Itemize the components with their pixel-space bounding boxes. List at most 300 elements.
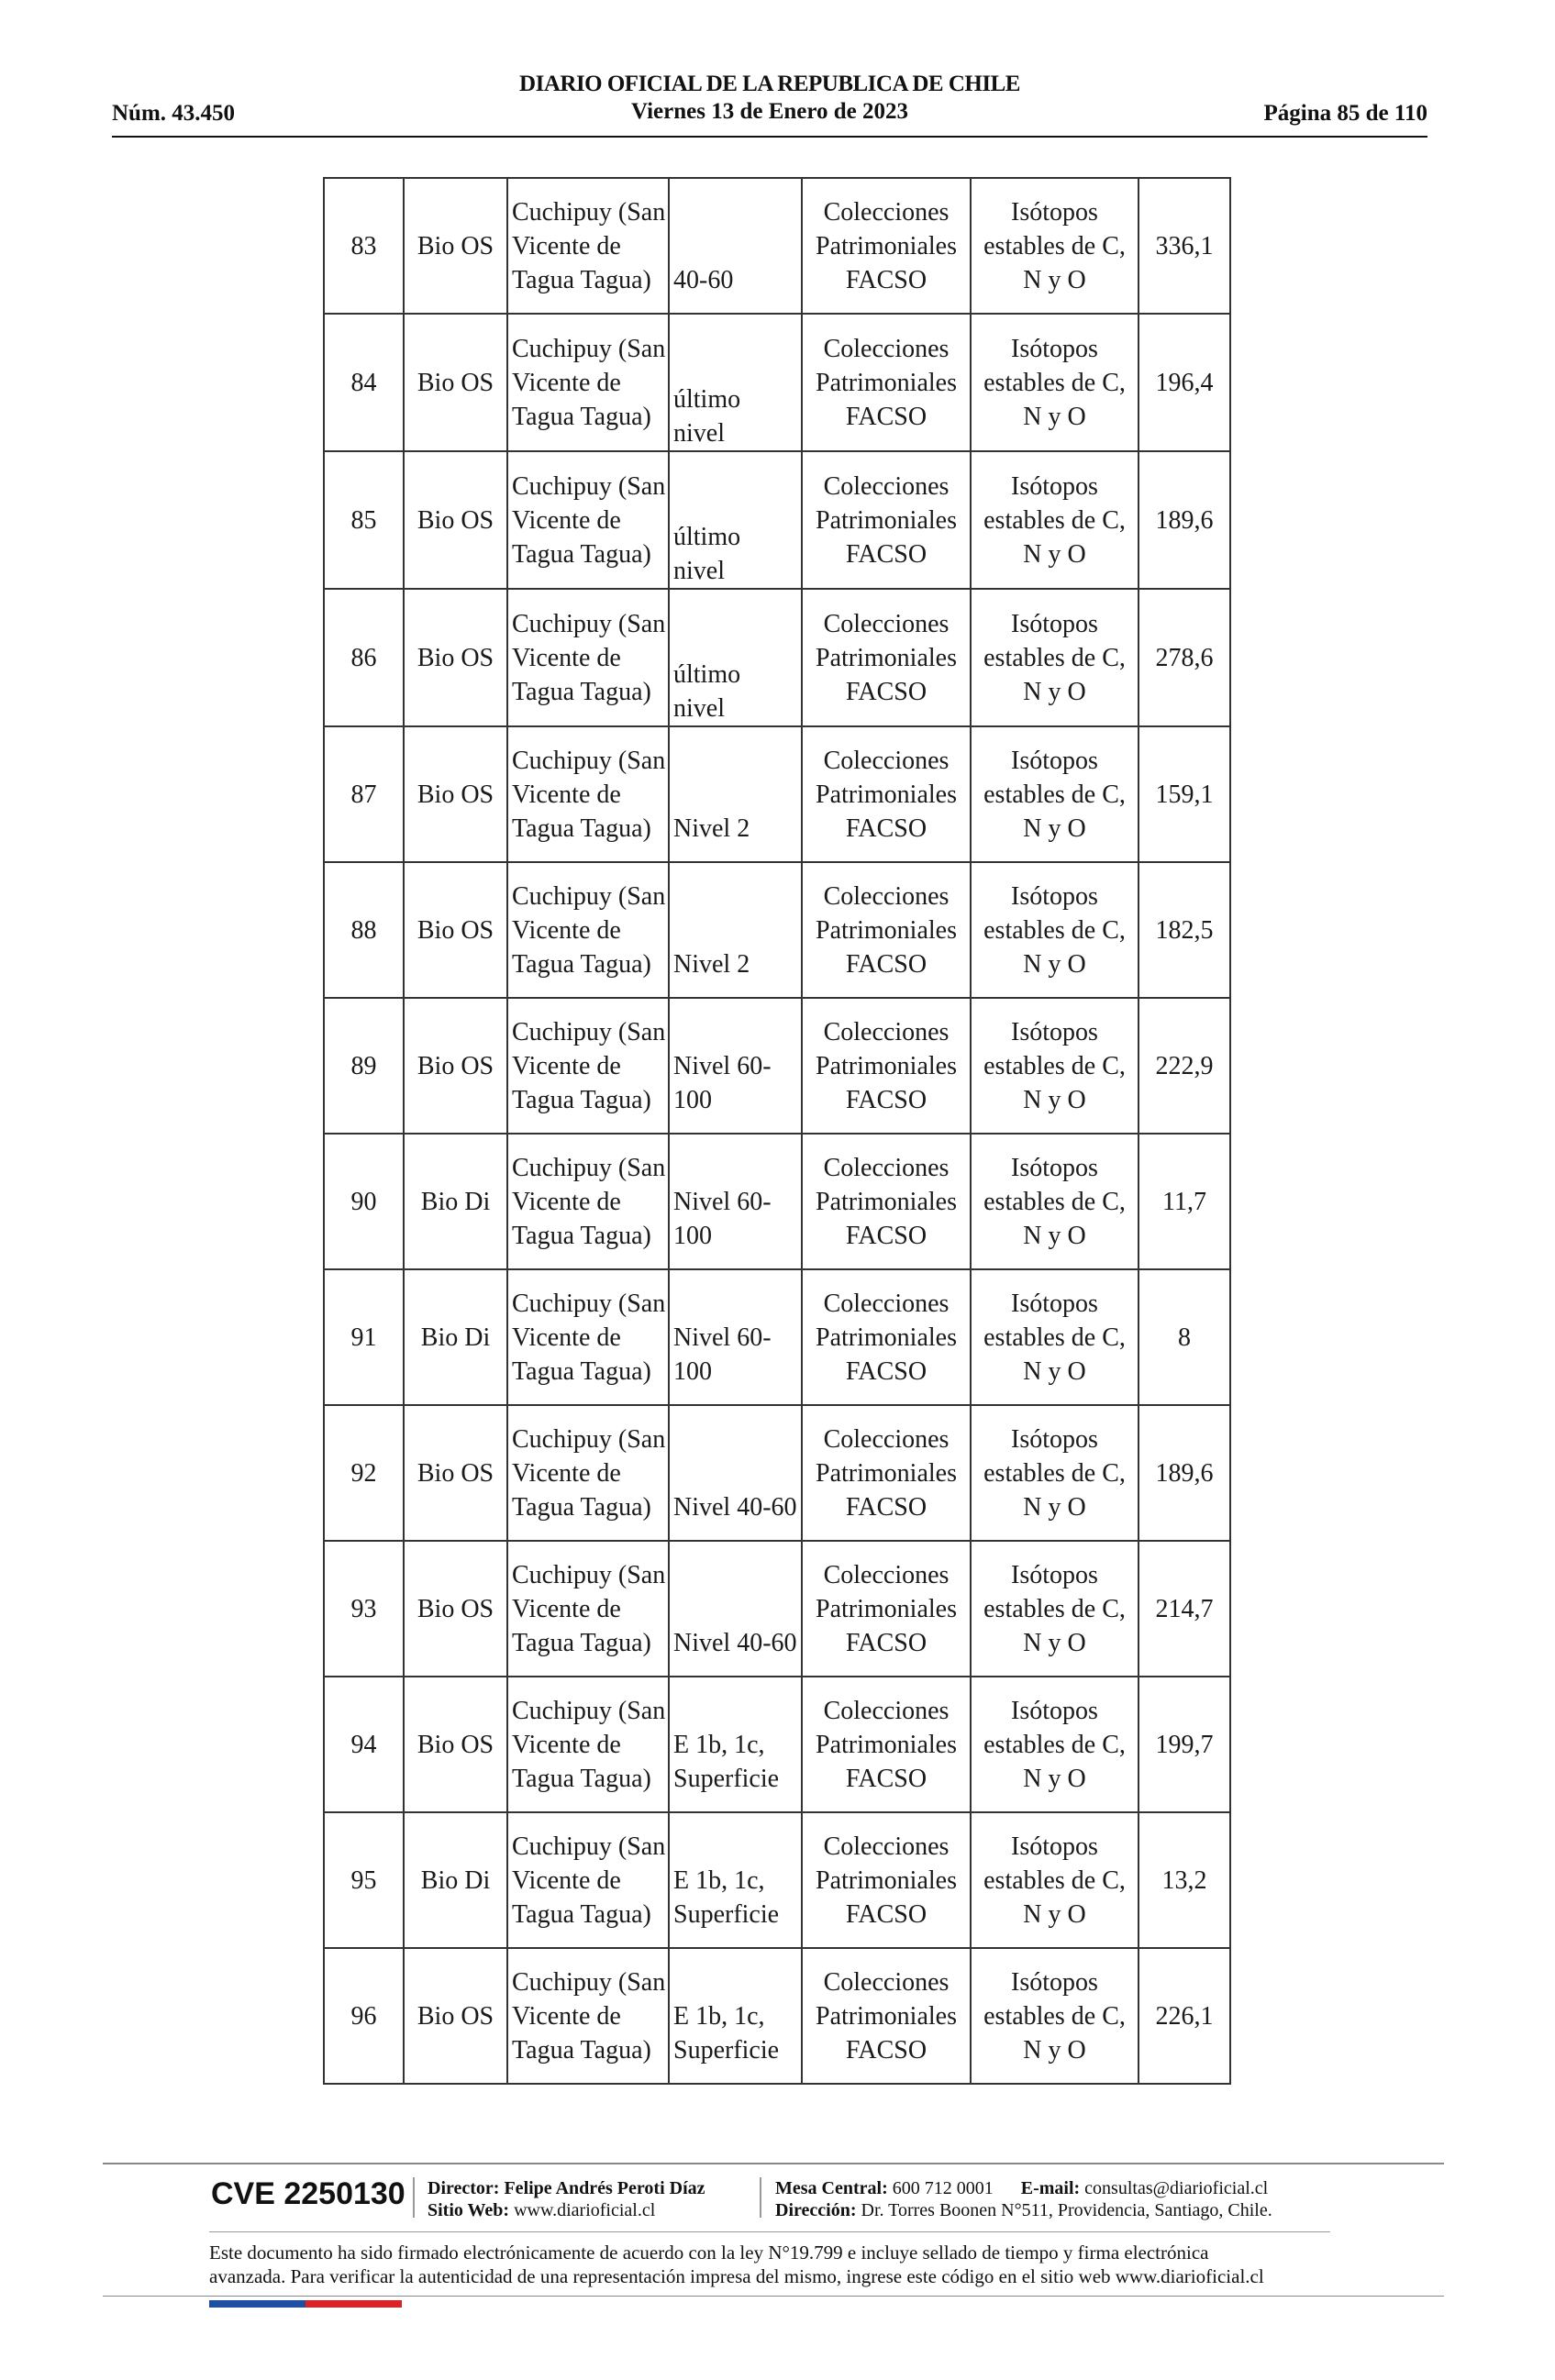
level-line: Superficie (673, 1764, 780, 1793)
analysis-line: estables de C, (983, 368, 1126, 397)
cell-sample-type: Bio Di (404, 1269, 507, 1405)
analysis-line: Isótopos (1011, 1424, 1098, 1454)
level-line: último nivel (673, 523, 741, 585)
collection-line: Colecciones (823, 1153, 950, 1182)
collection-line: Colecciones (823, 1967, 950, 1997)
cell-value: 214,7 (1138, 1541, 1230, 1677)
collection-line: FACSO (845, 1492, 927, 1522)
legal-line: avanzada. Para verificar la autenticidad de una representación impresa del mismo, ingrese este código en el sitio web www.diarioficial.cl (209, 2265, 1264, 2287)
site-line: Vicente de (512, 231, 621, 260)
collection-line: Patrimoniales (816, 1594, 957, 1623)
site-line: Cuchipuy (San (512, 197, 666, 227)
cell-site (507, 1677, 669, 1812)
cell-value: 159,1 (1138, 726, 1230, 862)
site-line: Cuchipuy (San (512, 1560, 666, 1589)
cell-collection (802, 1948, 971, 2084)
cell-sample-type: Bio Di (404, 1134, 507, 1269)
cell-value: 189,6 (1138, 451, 1230, 589)
email-link[interactable]: consultas@diarioficial.cl (1084, 2178, 1269, 2198)
legal-notice (209, 2241, 1356, 2288)
level-line (673, 1592, 797, 1626)
footer-divider-middle (209, 2231, 1330, 2232)
level-line: Nivel 60- (673, 1051, 772, 1080)
site-line: Cuchipuy (San (512, 334, 666, 363)
table-row (324, 1405, 1230, 1541)
level-line: 100 (673, 1356, 712, 1386)
cell-level (669, 178, 802, 314)
site-line: Tagua Tagua) (512, 949, 651, 979)
cell-value: 8 (1138, 1269, 1230, 1405)
level-line (673, 1558, 797, 1592)
collection-line: FACSO (845, 677, 927, 706)
level-line (673, 195, 797, 229)
cell-level (669, 589, 802, 726)
collection-line: Patrimoniales (816, 368, 957, 397)
analysis-line: N y O (1023, 1356, 1086, 1386)
analysis-line: N y O (1023, 1628, 1086, 1657)
analysis-line: Isótopos (1011, 1153, 1098, 1182)
cell-value: 222,9 (1138, 998, 1230, 1134)
analysis-line: estables de C, (983, 1865, 1126, 1895)
level-line: Nivel 2 (673, 814, 750, 843)
site-line: Tagua Tagua) (512, 1899, 651, 1929)
analysis-line: Isótopos (1011, 1560, 1098, 1589)
site-line: Vicente de (512, 1458, 621, 1488)
analysis-line: estables de C, (983, 1594, 1126, 1623)
site-line: Cuchipuy (San (512, 1832, 666, 1861)
level-line: Superficie (673, 1899, 780, 1929)
site-line: Cuchipuy (San (512, 1017, 666, 1046)
collection-line: FACSO (845, 1628, 927, 1657)
page-header (112, 68, 1427, 136)
footer-separator (413, 2177, 415, 2218)
cell-collection (802, 998, 971, 1134)
collection-line: FACSO (845, 949, 927, 979)
cell-site (507, 1812, 669, 1948)
cell-analysis (971, 1134, 1138, 1269)
cve-code: CVE 2250130 (211, 2176, 405, 2211)
analysis-line: N y O (1023, 1492, 1086, 1522)
analysis-line: estables de C, (983, 1323, 1126, 1352)
collection-line: Patrimoniales (816, 1051, 957, 1080)
analysis-line: N y O (1023, 677, 1086, 706)
cell-analysis (971, 589, 1138, 726)
cell-value: 226,1 (1138, 1948, 1230, 2084)
cell-collection (802, 314, 971, 451)
collection-line: Patrimoniales (816, 780, 957, 809)
cell-analysis (971, 451, 1138, 589)
cell-sample-type: Bio OS (404, 1405, 507, 1541)
cell-sample-type: Bio OS (404, 862, 507, 998)
site-line: Vicente de (512, 915, 621, 945)
cell-sample-type: Bio OS (404, 1541, 507, 1677)
collection-line: Colecciones (823, 746, 950, 775)
cell-collection (802, 589, 971, 726)
site-line: Tagua Tagua) (512, 1356, 651, 1386)
samples-table (323, 177, 1231, 2085)
cell-collection (802, 451, 971, 589)
cell-analysis (971, 1948, 1138, 2084)
cell-level (669, 1948, 802, 2084)
collection-line: FACSO (845, 1221, 927, 1250)
table-row (324, 178, 1230, 314)
cell-value: 336,1 (1138, 178, 1230, 314)
analysis-line: estables de C, (983, 1187, 1126, 1216)
address-label: Dirección: (775, 2200, 857, 2220)
cell-sample-number: 93 (324, 1541, 404, 1677)
cell-site (507, 1948, 669, 2084)
analysis-line: N y O (1023, 402, 1086, 431)
cell-site (507, 1405, 669, 1541)
site-line: Vicente de (512, 1323, 621, 1352)
collection-line: Patrimoniales (816, 231, 957, 260)
site-line: Cuchipuy (San (512, 881, 666, 911)
site-line: Vicente de (512, 1865, 621, 1895)
cell-collection (802, 1541, 971, 1677)
site-line: Cuchipuy (San (512, 1153, 666, 1182)
cell-analysis (971, 862, 1138, 998)
cell-analysis (971, 1677, 1138, 1812)
collection-line: FACSO (845, 1356, 927, 1386)
site-line: Tagua Tagua) (512, 677, 651, 706)
level-line (673, 1965, 797, 1999)
analysis-line: estables de C, (983, 2001, 1126, 2031)
site-line: Tagua Tagua) (512, 814, 651, 843)
level-line: 40-60 (673, 265, 734, 294)
director-name: Felipe Andrés Peroti Díaz (504, 2178, 705, 2198)
level-line: Nivel 60- (673, 1323, 772, 1352)
cell-sample-type: Bio OS (404, 451, 507, 589)
table-row (324, 314, 1230, 451)
website-link[interactable]: www.diarioficial.cl (514, 2200, 656, 2220)
table-row (324, 1677, 1230, 1812)
analysis-line: Isótopos (1011, 471, 1098, 501)
cell-value: 199,7 (1138, 1677, 1230, 1812)
cell-site (507, 178, 669, 314)
footer-divider-top (103, 2163, 1444, 2164)
level-line: Nivel 40-60 (673, 1492, 797, 1522)
cell-site (507, 1134, 669, 1269)
site-line: Cuchipuy (San (512, 1696, 666, 1725)
cell-sample-number: 86 (324, 589, 404, 726)
level-line: E 1b, 1c, (673, 1730, 765, 1759)
site-line: Tagua Tagua) (512, 1085, 651, 1114)
header-divider (112, 136, 1427, 138)
level-line (673, 1830, 797, 1864)
level-line (673, 349, 797, 382)
table-row (324, 1269, 1230, 1405)
cell-value: 182,5 (1138, 862, 1230, 998)
analysis-line: estables de C, (983, 780, 1126, 809)
cell-level (669, 998, 802, 1134)
collection-line: Patrimoniales (816, 1458, 957, 1488)
cell-analysis (971, 1269, 1138, 1405)
cell-site (507, 314, 669, 451)
issue-number: Núm. 43.450 (112, 101, 236, 126)
site-line: Vicente de (512, 1187, 621, 1216)
collection-line: Patrimoniales (816, 1730, 957, 1759)
level-line (673, 452, 797, 486)
collection-line: Patrimoniales (816, 915, 957, 945)
cell-sample-number: 92 (324, 1405, 404, 1541)
collection-line: Colecciones (823, 197, 950, 227)
level-line: Superficie (673, 2035, 780, 2065)
collection-line: Colecciones (823, 471, 950, 501)
cell-sample-type: Bio OS (404, 178, 507, 314)
cell-site (507, 862, 669, 998)
level-line (673, 1456, 797, 1490)
analysis-line: N y O (1023, 539, 1086, 569)
analysis-line: estables de C, (983, 1051, 1126, 1080)
analysis-line: N y O (1023, 1899, 1086, 1929)
analysis-line: Isótopos (1011, 746, 1098, 775)
site-line: Tagua Tagua) (512, 2035, 651, 2065)
cell-collection (802, 1812, 971, 1948)
flag-blue-segment (209, 2300, 305, 2308)
level-line: E 1b, 1c, (673, 1865, 765, 1895)
analysis-line: Isótopos (1011, 1967, 1098, 1997)
cell-value: 196,4 (1138, 314, 1230, 451)
level-line (673, 1694, 797, 1728)
cell-collection (802, 726, 971, 862)
collection-line: Patrimoniales (816, 505, 957, 535)
collection-line: Colecciones (823, 1289, 950, 1318)
site-line: Cuchipuy (San (512, 1424, 666, 1454)
cell-analysis (971, 314, 1138, 451)
cell-level (669, 1812, 802, 1948)
collection-line: Colecciones (823, 609, 950, 638)
collection-line: Patrimoniales (816, 1187, 957, 1216)
cell-value: 11,7 (1138, 1134, 1230, 1269)
analysis-line: Isótopos (1011, 881, 1098, 911)
site-line: Tagua Tagua) (512, 265, 651, 294)
footer-separator (760, 2177, 761, 2218)
cell-collection (802, 1134, 971, 1269)
analysis-line: Isótopos (1011, 334, 1098, 363)
analysis-line: Isótopos (1011, 609, 1098, 638)
cell-site (507, 451, 669, 589)
analysis-line: estables de C, (983, 1730, 1126, 1759)
analysis-line: N y O (1023, 814, 1086, 843)
level-line (673, 1015, 797, 1049)
site-line: Cuchipuy (San (512, 1289, 666, 1318)
cell-sample-number: 89 (324, 998, 404, 1134)
phone-number: 600 712 0001 (892, 2178, 994, 2198)
cell-level (669, 1134, 802, 1269)
level-line (673, 1151, 797, 1185)
cell-analysis (971, 1405, 1138, 1541)
samples-table-body (324, 178, 1230, 2084)
level-line: E 1b, 1c, (673, 2001, 765, 2031)
collection-line: Patrimoniales (816, 643, 957, 672)
cell-value: 13,2 (1138, 1812, 1230, 1948)
legal-line: Este documento ha sido firmado electrónicamente de acuerdo con la ley N°19.799 e incluye sellado de tiempo y firma electrónica (209, 2242, 1209, 2264)
cell-sample-type: Bio OS (404, 314, 507, 451)
cell-sample-type: Bio OS (404, 1948, 507, 2084)
collection-line: FACSO (845, 1085, 927, 1114)
cell-level (669, 1541, 802, 1677)
analysis-line: Isótopos (1011, 1832, 1098, 1861)
level-line (673, 486, 797, 520)
level-line (673, 744, 797, 778)
analysis-line: N y O (1023, 1764, 1086, 1793)
analysis-line: N y O (1023, 949, 1086, 979)
collection-line: FACSO (845, 539, 927, 569)
site-line: Vicente de (512, 1730, 621, 1759)
analysis-line: Isótopos (1011, 197, 1098, 227)
cell-level (669, 451, 802, 589)
analysis-line: estables de C, (983, 231, 1126, 260)
analysis-line: Isótopos (1011, 1017, 1098, 1046)
analysis-line: N y O (1023, 1221, 1086, 1250)
site-line: Cuchipuy (San (512, 609, 666, 638)
flag-red-segment (305, 2300, 402, 2308)
cell-analysis (971, 1812, 1138, 1948)
site-line: Tagua Tagua) (512, 402, 651, 431)
cell-sample-number: 96 (324, 1948, 404, 2084)
level-line (673, 315, 797, 349)
collection-line: FACSO (845, 1899, 927, 1929)
cell-sample-number: 88 (324, 862, 404, 998)
cell-sample-number: 84 (324, 314, 404, 451)
level-line (673, 229, 797, 263)
cell-collection (802, 1269, 971, 1405)
site-line: Vicente de (512, 643, 621, 672)
level-line (673, 1287, 797, 1321)
cell-sample-number: 85 (324, 451, 404, 589)
footer-divider-bottom (103, 2296, 1444, 2297)
director-label: Director: (428, 2178, 500, 2198)
collection-line: Colecciones (823, 1832, 950, 1861)
site-line: Vicente de (512, 2001, 621, 2031)
collection-line: FACSO (845, 402, 927, 431)
cell-site (507, 1269, 669, 1405)
cell-analysis (971, 726, 1138, 862)
issue-date: Viernes 13 de Enero de 2023 (630, 99, 909, 124)
collection-line: FACSO (845, 2035, 927, 2065)
level-line (673, 778, 797, 812)
cell-sample-number: 91 (324, 1269, 404, 1405)
email-label: E-mail: (1020, 2178, 1081, 2198)
cell-collection (802, 1405, 971, 1541)
cell-analysis (971, 998, 1138, 1134)
footer-contact-block (775, 2177, 1272, 2221)
table-row (324, 1812, 1230, 1948)
table-row (324, 998, 1230, 1134)
cell-analysis (971, 1541, 1138, 1677)
footer-director-block (428, 2177, 705, 2221)
level-line (673, 880, 797, 913)
collection-line: FACSO (845, 1764, 927, 1793)
flag-stripe (209, 2300, 402, 2308)
level-line: 100 (673, 1085, 712, 1114)
cell-site (507, 1541, 669, 1677)
level-line: 100 (673, 1221, 712, 1250)
website-label: Sitio Web: (428, 2200, 510, 2220)
cell-level (669, 1405, 802, 1541)
address-text: Dr. Torres Boonen N°511, Providencia, Santiago, Chile. (861, 2200, 1272, 2220)
level-line (673, 1422, 797, 1456)
analysis-line: estables de C, (983, 1458, 1126, 1488)
cell-sample-type: Bio Di (404, 1812, 507, 1948)
table-row (324, 862, 1230, 998)
collection-line: FACSO (845, 265, 927, 294)
cell-level (669, 726, 802, 862)
collection-line: Colecciones (823, 1560, 950, 1589)
level-line (673, 590, 797, 624)
cell-site (507, 726, 669, 862)
cell-sample-number: 87 (324, 726, 404, 862)
table-row (324, 1541, 1230, 1677)
site-line: Vicente de (512, 1594, 621, 1623)
site-line: Cuchipuy (San (512, 1967, 666, 1997)
cell-sample-type: Bio OS (404, 998, 507, 1134)
table-row (324, 1948, 1230, 2084)
analysis-line: N y O (1023, 265, 1086, 294)
cell-analysis (971, 178, 1138, 314)
site-line: Vicente de (512, 1051, 621, 1080)
level-line: Nivel 60- (673, 1187, 772, 1216)
site-line: Cuchipuy (San (512, 746, 666, 775)
level-line (673, 913, 797, 947)
collection-line: Colecciones (823, 1424, 950, 1454)
level-line: Nivel 40-60 (673, 1628, 797, 1657)
cell-sample-type: Bio OS (404, 589, 507, 726)
cell-site (507, 589, 669, 726)
level-line (673, 624, 797, 658)
collection-line: Colecciones (823, 1017, 950, 1046)
level-line: Nivel 2 (673, 949, 750, 979)
analysis-line: N y O (1023, 2035, 1086, 2065)
cell-sample-type: Bio OS (404, 1677, 507, 1812)
site-line: Vicente de (512, 505, 621, 535)
page-number: Página 85 de 110 (1263, 101, 1427, 126)
collection-line: Colecciones (823, 334, 950, 363)
collection-line: Patrimoniales (816, 1323, 957, 1352)
site-line: Tagua Tagua) (512, 1221, 651, 1250)
level-line: último nivel (673, 385, 741, 448)
table-row (324, 589, 1230, 726)
site-line: Vicente de (512, 780, 621, 809)
table-row (324, 451, 1230, 589)
analysis-line: N y O (1023, 1085, 1086, 1114)
table-row (324, 1134, 1230, 1269)
cell-level (669, 1677, 802, 1812)
collection-line: Patrimoniales (816, 1865, 957, 1895)
collection-line: FACSO (845, 814, 927, 843)
cell-sample-number: 94 (324, 1677, 404, 1812)
cell-sample-type: Bio OS (404, 726, 507, 862)
cell-collection (802, 862, 971, 998)
gazette-title: DIARIO OFICIAL DE LA REPUBLICA DE CHILE (519, 72, 1020, 96)
cell-sample-number: 83 (324, 178, 404, 314)
site-line: Cuchipuy (San (512, 471, 666, 501)
collection-line: Colecciones (823, 1696, 950, 1725)
phone-label: Mesa Central: (775, 2178, 888, 2198)
cell-level (669, 862, 802, 998)
collection-line: Colecciones (823, 881, 950, 911)
site-line: Tagua Tagua) (512, 1492, 651, 1522)
samples-table-wrapper (323, 177, 1229, 2121)
analysis-line: estables de C, (983, 643, 1126, 672)
cell-sample-number: 95 (324, 1812, 404, 1948)
cell-value: 189,6 (1138, 1405, 1230, 1541)
analysis-line: Isótopos (1011, 1696, 1098, 1725)
analysis-line: estables de C, (983, 915, 1126, 945)
analysis-line: estables de C, (983, 505, 1126, 535)
level-line: último nivel (673, 660, 741, 723)
site-line: Tagua Tagua) (512, 539, 651, 569)
